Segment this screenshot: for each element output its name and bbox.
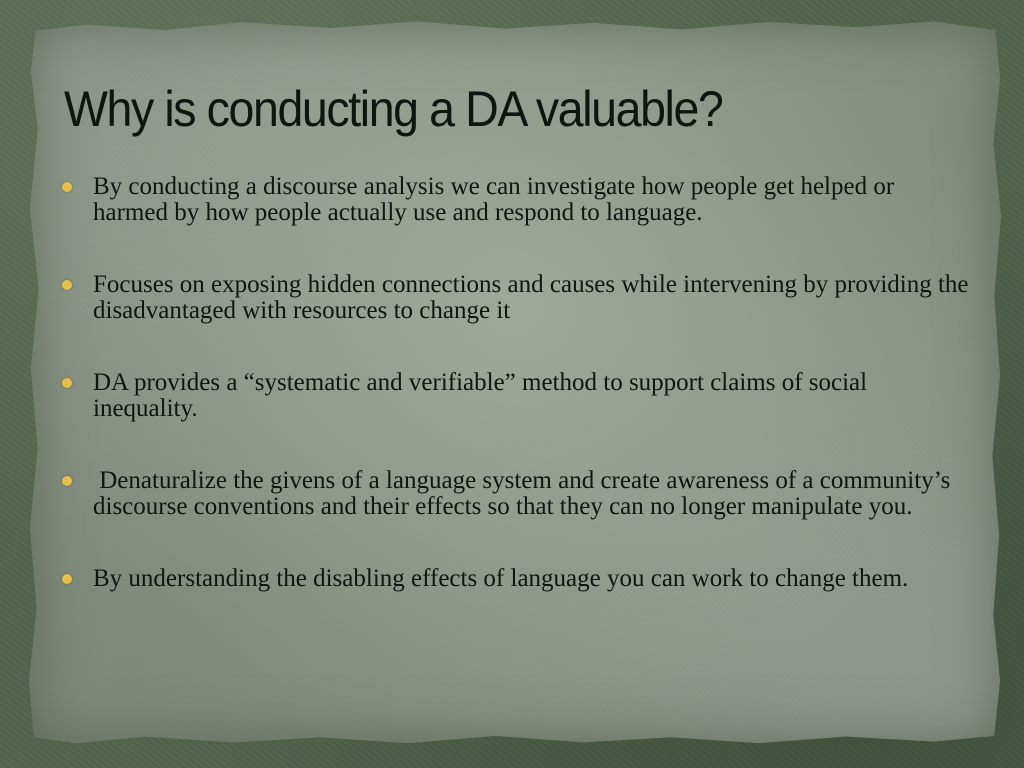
slide-title: Why is conducting a DA valuable? xyxy=(64,81,723,137)
bullet-dot-icon xyxy=(62,280,72,290)
bullet-dot-icon xyxy=(62,574,72,584)
bullet-text: DA provides a “systematic and verifiable” method to support claims of social inequality. xyxy=(93,369,868,422)
bullet-dot-icon xyxy=(62,476,72,486)
bullet-list xyxy=(62,174,972,638)
bullet-item xyxy=(62,272,972,324)
bullet-item xyxy=(62,468,972,520)
bullet-item xyxy=(62,566,972,592)
bullet-item xyxy=(62,174,972,226)
bullet-item xyxy=(62,370,972,422)
bullet-text: By understanding the disabling effects of language you can work to change them. xyxy=(93,565,909,592)
bullet-dot-icon xyxy=(62,378,72,388)
bullet-dot-icon xyxy=(62,182,72,192)
bullet-text: Denaturalize the givens of a language system and create awareness of a community’s discourse conventions and their effects so that they can no longer manipulate you. xyxy=(93,467,957,520)
bullet-text: By conducting a discourse analysis we can investigate how people get helped or harmed by how people actually use and respond to language. xyxy=(93,173,895,226)
bullet-text: Focuses on exposing hidden connections and causes while intervening by providing the disadvantaged with resources to change it xyxy=(93,271,969,324)
